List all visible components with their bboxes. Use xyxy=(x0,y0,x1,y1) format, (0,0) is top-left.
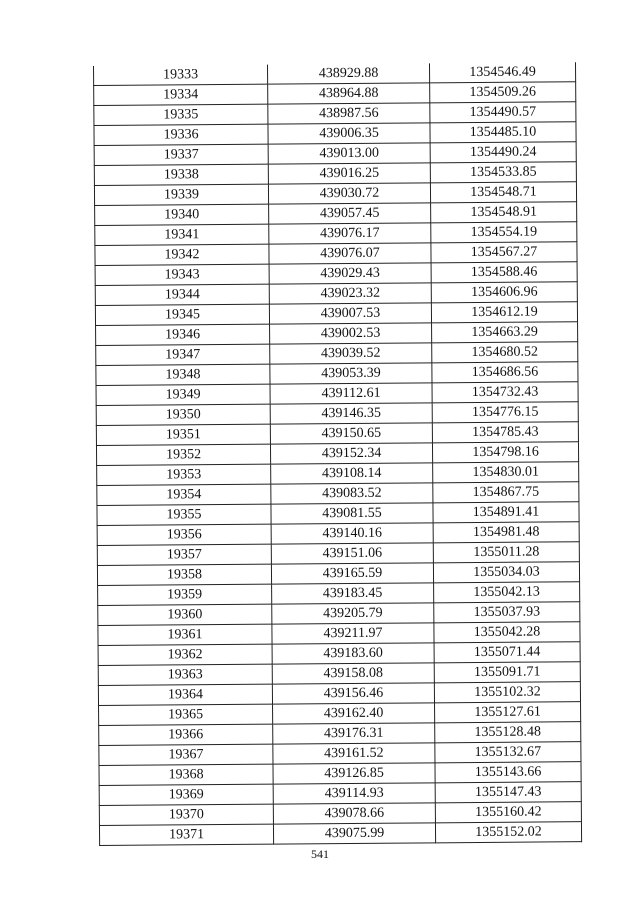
y-coordinate-cell: 1354981.48 xyxy=(433,522,579,543)
coordinate-table xyxy=(93,62,582,846)
y-coordinate-cell: 1355160.42 xyxy=(435,802,581,823)
page-number: 541 xyxy=(311,847,329,861)
x-coordinate-cell: 439029.43 xyxy=(269,263,431,284)
x-coordinate-cell: 439076.17 xyxy=(269,223,431,244)
y-coordinate-cell: 1354548.91 xyxy=(431,202,577,223)
y-coordinate-cell: 1354798.16 xyxy=(432,442,578,463)
y-coordinate-cell: 1354546.49 xyxy=(429,62,575,83)
y-coordinate-cell: 1354606.96 xyxy=(431,282,577,303)
x-coordinate-cell: 439007.53 xyxy=(269,303,431,324)
y-coordinate-cell: 1354490.57 xyxy=(430,102,576,123)
y-coordinate-cell: 1355132.67 xyxy=(435,742,581,763)
x-coordinate-cell: 439114.93 xyxy=(273,783,435,804)
point-id-cell: 19356 xyxy=(97,524,271,545)
point-id-cell: 19338 xyxy=(94,164,268,185)
x-coordinate-cell: 439176.31 xyxy=(273,723,435,744)
x-coordinate-cell: 439158.08 xyxy=(272,663,434,684)
y-coordinate-cell: 1354732.43 xyxy=(432,382,578,403)
point-id-cell: 19346 xyxy=(96,324,270,345)
point-id-cell: 19365 xyxy=(99,704,273,725)
x-coordinate-cell: 439023.32 xyxy=(269,283,431,304)
y-coordinate-cell: 1354612.19 xyxy=(431,302,577,323)
y-coordinate-cell: 1354680.52 xyxy=(432,342,578,363)
point-id-cell: 19366 xyxy=(99,724,273,745)
point-id-cell: 19348 xyxy=(96,364,270,385)
y-coordinate-cell: 1355071.44 xyxy=(434,642,580,663)
x-coordinate-cell: 439161.52 xyxy=(273,743,435,764)
point-id-cell: 19359 xyxy=(98,584,272,605)
point-id-cell: 19340 xyxy=(95,204,269,225)
x-coordinate-cell: 439075.99 xyxy=(273,823,435,844)
x-coordinate-cell: 439108.14 xyxy=(271,463,433,484)
y-coordinate-cell: 1354663.29 xyxy=(432,322,578,343)
point-id-cell: 19342 xyxy=(95,244,269,265)
y-coordinate-cell: 1354567.27 xyxy=(431,242,577,263)
x-coordinate-cell: 438987.56 xyxy=(268,103,430,124)
point-id-cell: 19367 xyxy=(99,744,273,765)
point-id-cell: 19371 xyxy=(99,824,273,845)
x-coordinate-cell: 439183.60 xyxy=(272,643,434,664)
table-body xyxy=(93,62,581,845)
table-row xyxy=(99,822,581,846)
y-coordinate-cell: 1355127.61 xyxy=(435,702,581,723)
point-id-cell: 19369 xyxy=(99,784,273,805)
x-coordinate-cell: 439083.52 xyxy=(271,483,433,504)
y-coordinate-cell: 1354533.85 xyxy=(430,162,576,183)
x-coordinate-cell: 439151.06 xyxy=(271,543,433,564)
point-id-cell: 19335 xyxy=(94,104,268,125)
point-id-cell: 19333 xyxy=(93,65,267,86)
y-coordinate-cell: 1355042.13 xyxy=(434,582,580,603)
x-coordinate-cell: 439053.39 xyxy=(270,363,432,384)
x-coordinate-cell: 439205.79 xyxy=(272,603,434,624)
point-id-cell: 19339 xyxy=(94,184,268,205)
point-id-cell: 19344 xyxy=(95,284,269,305)
point-id-cell: 19362 xyxy=(98,644,272,665)
point-id-cell: 19336 xyxy=(94,124,268,145)
x-coordinate-cell: 439140.16 xyxy=(271,523,433,544)
y-coordinate-cell: 1355147.43 xyxy=(435,782,581,803)
point-id-cell: 19352 xyxy=(96,444,270,465)
y-coordinate-cell: 1354554.19 xyxy=(431,222,577,243)
y-coordinate-cell: 1354686.56 xyxy=(432,362,578,383)
x-coordinate-cell: 439146.35 xyxy=(270,403,432,424)
y-coordinate-cell: 1355034.03 xyxy=(433,562,579,583)
x-coordinate-cell: 439006.35 xyxy=(268,123,430,144)
y-coordinate-cell: 1355042.28 xyxy=(434,622,580,643)
point-id-cell: 19347 xyxy=(96,344,270,365)
x-coordinate-cell: 439016.25 xyxy=(268,163,430,184)
x-coordinate-cell: 439162.40 xyxy=(273,703,435,724)
x-coordinate-cell: 439126.85 xyxy=(273,763,435,784)
y-coordinate-cell: 1355037.93 xyxy=(434,602,580,623)
x-coordinate-cell: 438929.88 xyxy=(267,63,429,84)
x-coordinate-cell: 439002.53 xyxy=(270,323,432,344)
y-coordinate-cell: 1355102.32 xyxy=(434,682,580,703)
y-coordinate-cell: 1354485.10 xyxy=(430,122,576,143)
x-coordinate-cell: 439013.00 xyxy=(268,143,430,164)
point-id-cell: 19350 xyxy=(96,404,270,425)
point-id-cell: 19363 xyxy=(98,664,272,685)
point-id-cell: 19360 xyxy=(98,604,272,625)
y-coordinate-cell: 1354490.24 xyxy=(430,142,576,163)
x-coordinate-cell: 439076.07 xyxy=(269,243,431,264)
x-coordinate-cell: 439039.52 xyxy=(270,343,432,364)
point-id-cell: 19341 xyxy=(95,224,269,245)
y-coordinate-cell: 1354509.26 xyxy=(430,82,576,103)
point-id-cell: 19343 xyxy=(95,264,269,285)
y-coordinate-cell: 1354867.75 xyxy=(433,482,579,503)
x-coordinate-cell: 439030.72 xyxy=(268,183,430,204)
y-coordinate-cell: 1354785.43 xyxy=(432,422,578,443)
point-id-cell: 19370 xyxy=(99,804,273,825)
y-coordinate-cell: 1355091.71 xyxy=(434,662,580,683)
x-coordinate-cell: 439081.55 xyxy=(271,503,433,524)
point-id-cell: 19368 xyxy=(99,764,273,785)
y-coordinate-cell: 1355128.48 xyxy=(435,722,581,743)
y-coordinate-cell: 1354548.71 xyxy=(430,182,576,203)
y-coordinate-cell: 1354891.41 xyxy=(433,502,579,523)
y-coordinate-cell: 1354588.46 xyxy=(431,262,577,283)
point-id-cell: 19357 xyxy=(97,544,271,565)
x-coordinate-cell: 439112.61 xyxy=(270,383,432,404)
point-id-cell: 19334 xyxy=(94,84,268,105)
x-coordinate-cell: 439150.65 xyxy=(270,423,432,444)
y-coordinate-cell: 1355152.02 xyxy=(435,822,581,843)
point-id-cell: 19349 xyxy=(96,384,270,405)
x-coordinate-cell: 439211.97 xyxy=(272,623,434,644)
y-coordinate-cell: 1355143.66 xyxy=(435,762,581,783)
point-id-cell: 19345 xyxy=(95,304,269,325)
point-id-cell: 19361 xyxy=(98,624,272,645)
x-coordinate-cell: 439152.34 xyxy=(270,443,432,464)
point-id-cell: 19355 xyxy=(97,504,271,525)
coordinate-table-container xyxy=(93,62,581,846)
x-coordinate-cell: 439183.45 xyxy=(272,583,434,604)
point-id-cell: 19358 xyxy=(97,564,271,585)
y-coordinate-cell: 1355011.28 xyxy=(433,542,579,563)
point-id-cell: 19351 xyxy=(96,424,270,445)
x-coordinate-cell: 439165.59 xyxy=(271,563,433,584)
point-id-cell: 19364 xyxy=(98,684,272,705)
point-id-cell: 19337 xyxy=(94,144,268,165)
y-coordinate-cell: 1354776.15 xyxy=(432,402,578,423)
point-id-cell: 19353 xyxy=(97,464,271,485)
x-coordinate-cell: 438964.88 xyxy=(268,83,430,104)
x-coordinate-cell: 439057.45 xyxy=(269,203,431,224)
x-coordinate-cell: 439156.46 xyxy=(272,683,434,704)
y-coordinate-cell: 1354830.01 xyxy=(433,462,579,483)
x-coordinate-cell: 439078.66 xyxy=(273,803,435,824)
point-id-cell: 19354 xyxy=(97,484,271,505)
